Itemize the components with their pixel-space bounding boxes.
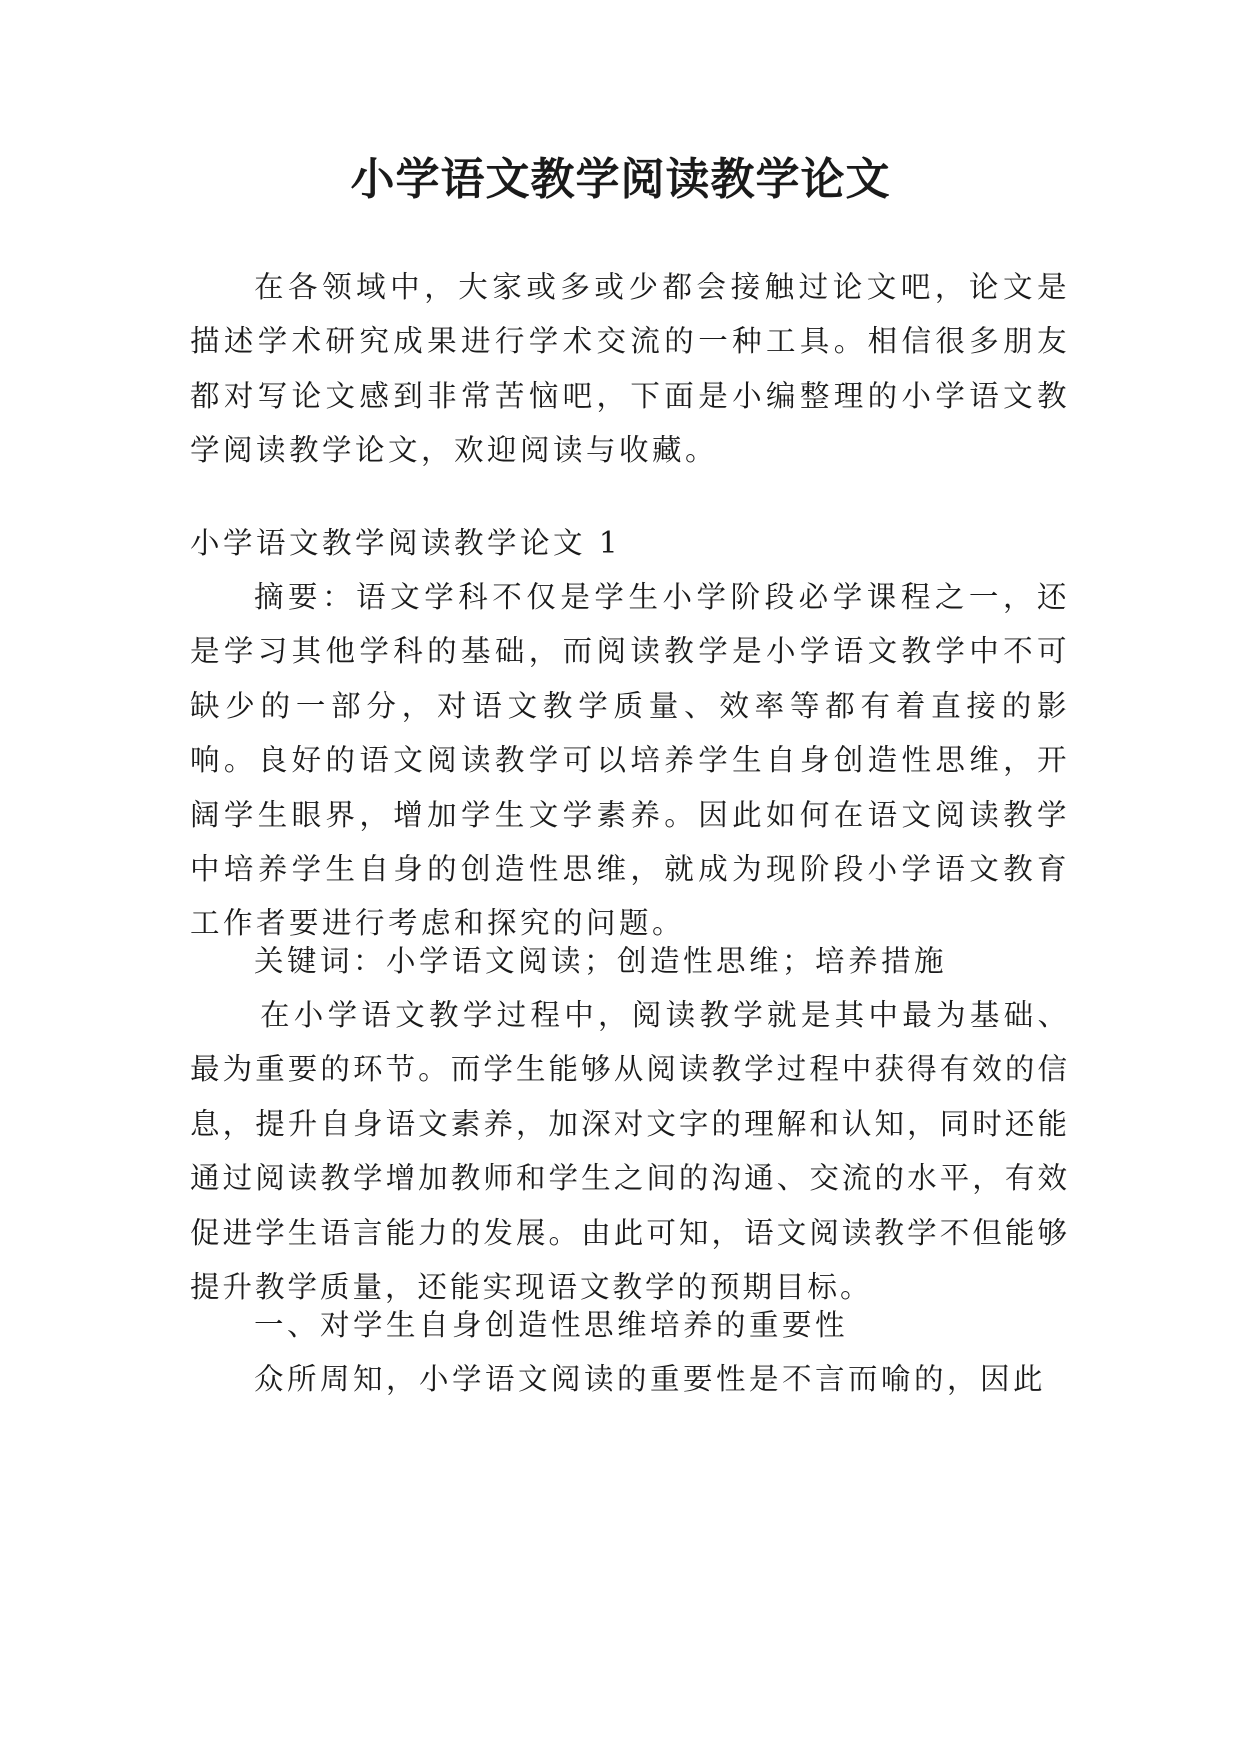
last-paragraph: 众所周知，小学语文阅读的重要性是不言而喻的，因此 xyxy=(254,1362,1047,1396)
section-title: 小学语文教学阅读教学论文 1 xyxy=(190,526,622,560)
section-heading-1: 一、对学生自身创造性思维培养的重要性 xyxy=(254,1308,849,1342)
body-paragraph: 在小学语文教学过程中，阅读教学就是其中最为基础、最为重要的环节。而学生能够从阅读教学过程中获得有效的信息，提升自身语文素养，加深对文字的理解和认知，同时还能通过阅读教学增加教师和学生之间的沟通、交流的水平，有效促进学生语言能力的发展。由此可知，语文阅读教学不但能够提升教学质量，还能实现语文教学的预期目标。 xyxy=(190,998,1070,1305)
intro-paragraph: 在各领域中，大家或多或少都会接触过论文吧，论文是描述学术研究成果进行学术交流的一种工具。相信很多朋友都对写论文感到非常苦恼吧，下面是小编整理的小学语文教学阅读教学论文，欢迎阅读与收藏。 xyxy=(190,270,1070,468)
keywords-line: 关键词：小学语文阅读；创造性思维；培养措施 xyxy=(254,944,948,978)
abstract-paragraph: 摘要：语文学科不仅是学生小学阶段必学课程之一，还是学习其他学科的基础，而阅读教学是小学语文教学中不可缺少的一部分，对语文教学质量、效率等都有着直接的影响。良好的语文阅读教学可以培养学生自身创造性思维，开阔学生眼界，增加学生文学素养。因此如何在语文阅读教学中培养学生自身的创造性思维，就成为现阶段小学语文教育工作者要进行考虑和探究的问题。 xyxy=(190,580,1070,941)
document-title: 小学语文教学阅读教学论文 xyxy=(350,154,891,205)
